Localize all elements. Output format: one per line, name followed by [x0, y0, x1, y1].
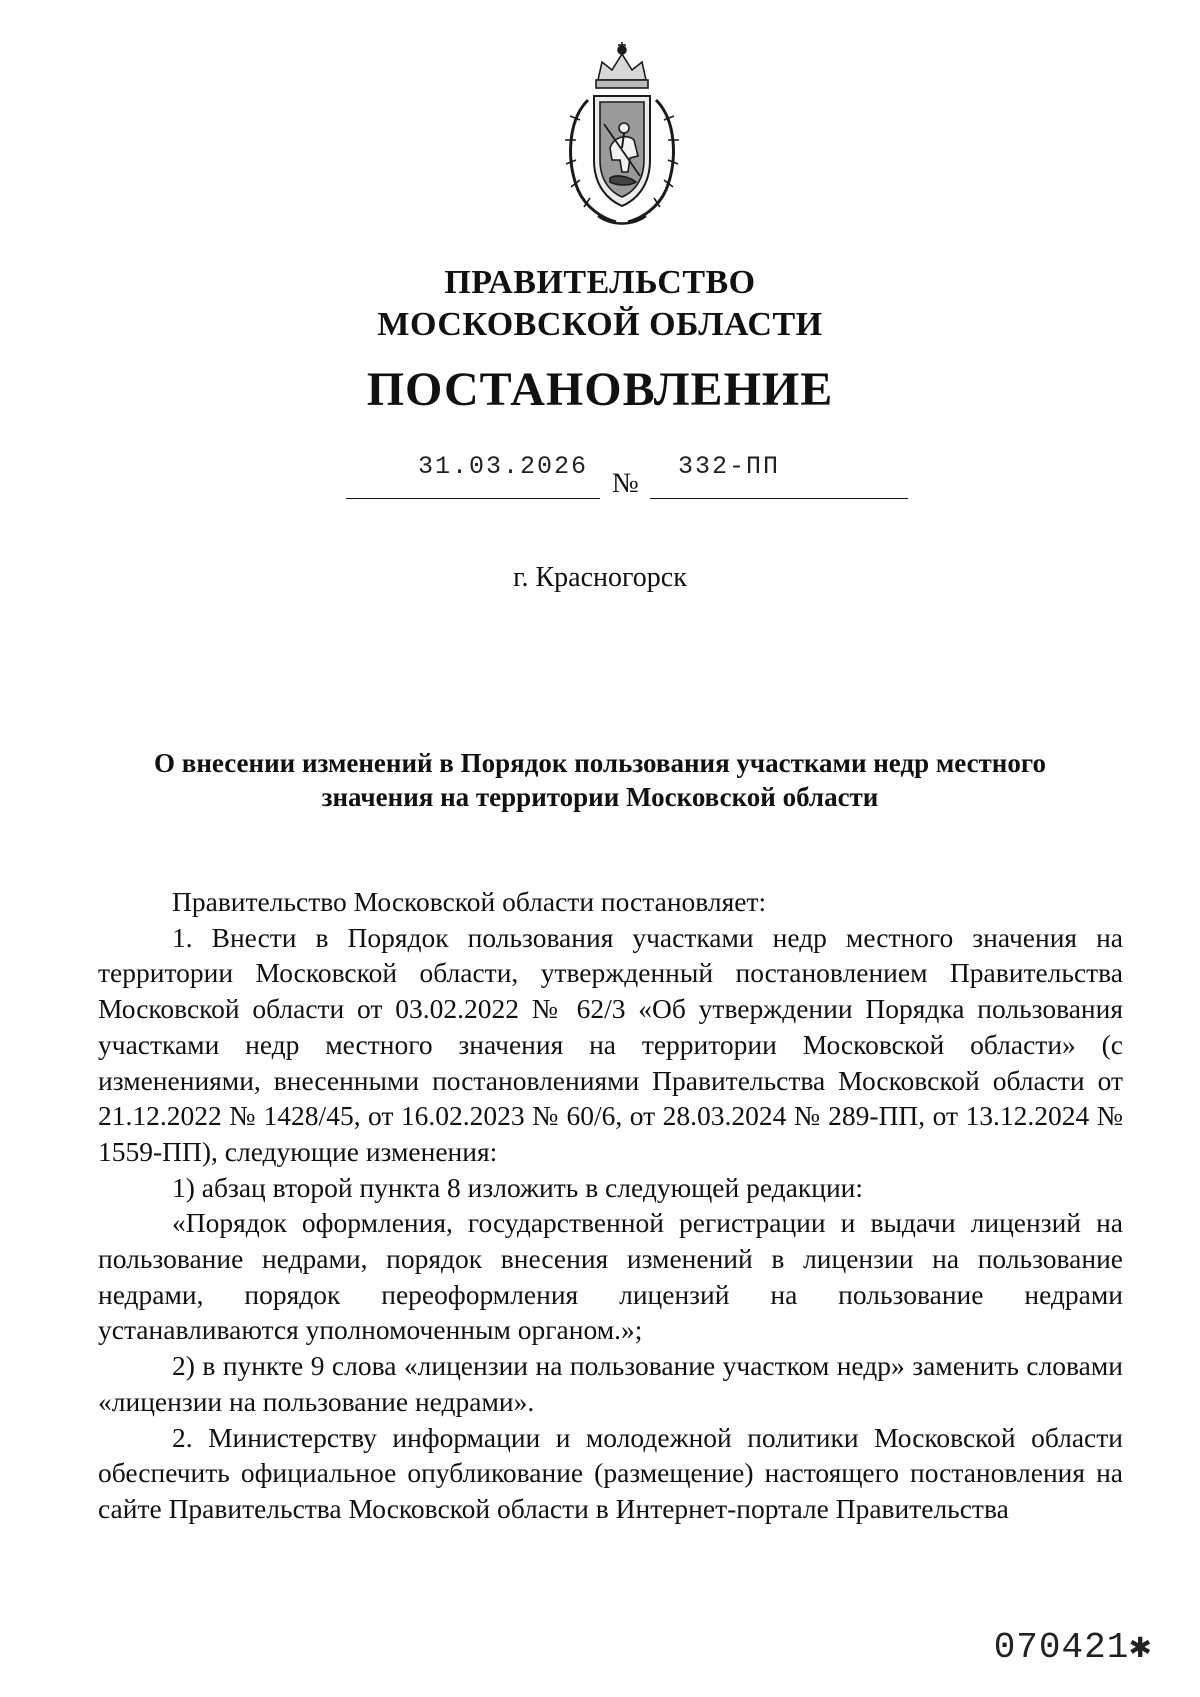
paragraph: Правительство Московской области постановляет:	[172, 886, 767, 917]
date-underline	[346, 498, 600, 499]
paragraph: 2) в пункте 9 слова «лицензии на пользование участком недр» заменить словами «лицензии на пользование недрами».	[98, 1350, 1123, 1417]
paragraph: 1) абзац второй пункта 8 изложить в следующей редакции:	[172, 1171, 864, 1203]
serial-number	[994, 1625, 1152, 1668]
organization-line-2: МОСКОВСКОЙ ОБЛАСТИ	[377, 306, 823, 343]
serial-digits: 070421	[993, 1627, 1130, 1668]
title-line-2: значения на территории Московской области	[321, 782, 879, 812]
organization-name	[0, 262, 1200, 346]
document-title	[120, 746, 1080, 814]
title-line-1: О внесении изменений в Порядок пользования участками недр местного	[154, 748, 1046, 778]
document-type: ПОСТАНОВЛЕНИЕ	[366, 363, 834, 416]
number-underline	[650, 498, 908, 499]
coat-of-arms-icon	[558, 40, 686, 230]
city: г. Красногорск	[513, 562, 687, 593]
paragraph: «Порядок оформления, государственной регистрации и выдачи лицензий на пользование недрами, порядок внесения изменений в лицензии на пользование недрами, порядок переоформления лицензий на пользование недрами устанавливаются уполномоченным органом.»;	[98, 1207, 1123, 1346]
document-number: 332-ПП	[678, 452, 781, 481]
number-sign: №	[612, 468, 639, 499]
paragraph: 1. Внести в Порядок пользования участками недр местного значения на территории Московской области, утвержденный постановлением Правительства Московской области от 03.02.2022 № 62/3 «Об утверждении Порядка пользования участками недр местного значения на территории Московской области» (с изменениями, внесенными постановлениями Правительства Московской области от 21.12.2022 № 1428/45, от 16.02.2023 № 60/6, от 28.03.2024 № 289-ПП, от 13.12.2024 № 1559-ПП), следующие изменения:	[98, 921, 1123, 1167]
organization-line-1: ПРАВИТЕЛЬСТВО	[444, 264, 756, 301]
serial-asterisk-icon: ✱	[1129, 1627, 1152, 1668]
document-date: 31.03.2026	[418, 452, 589, 481]
paragraph: 2. Министерству информации и молодежной политики Московской области обеспечить официальное опубликование (размещение) настоящего постановления на сайте Правительства Московской области в Интернет-портале Правительства	[98, 1421, 1123, 1524]
document-body	[98, 884, 1123, 1527]
